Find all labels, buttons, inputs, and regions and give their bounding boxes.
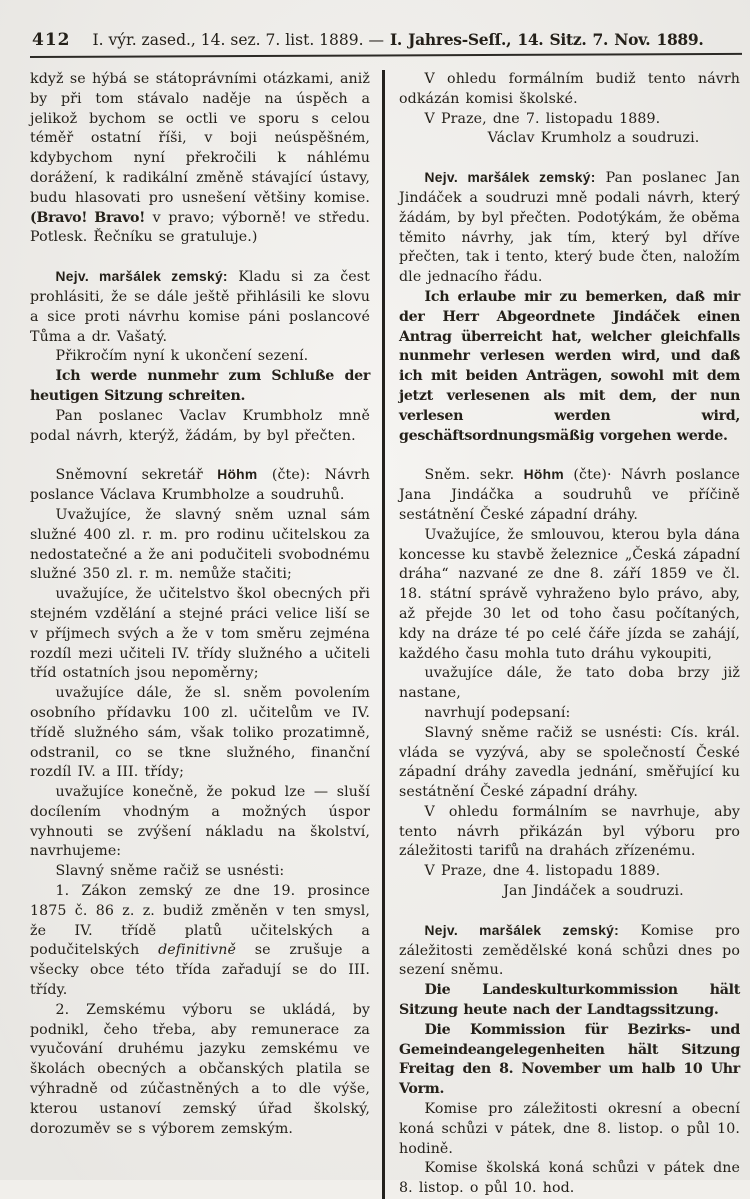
paragraph <box>30 70 370 248</box>
text-section <box>399 70 740 149</box>
fraktur-text: Die Kommission für Bezirks- und Gemeindeangelegenheiten hält Sitzung Freitag den 8. November um halb 10 Uhr Vorm. <box>399 1021 740 1098</box>
page-number: 412 <box>32 30 71 50</box>
body-text: Uvažujíce, že smlouvou, kterou byla dána koncesse ku stavbě železnice „Česká západní dráha“ nazvané ze dne 8. září 1859 ve čl. 18. státní správě vyhraženo bylo právo, aby, až přejde 30 let od toho času počítaných, kdy na dráze té po celé čáře jízda se zahájí, každého času mohla tuto dráhu vykoupiti, <box>399 526 740 662</box>
body-text: Uvažujíce, že slavný sněm uznal sám služné 400 zl. r. m. pro rodinu učitelskou za nedostatečné a že ani podučiteli svobodnému služné 350 zl. r. m. nemůže stačiti; <box>30 506 370 583</box>
paragraph <box>30 783 370 862</box>
paragraph <box>399 981 740 1021</box>
body-text: uvažujíce dále, že tato doba brzy již nastane, <box>399 665 740 702</box>
paragraph <box>30 585 370 684</box>
paragraph <box>30 465 370 506</box>
body-text: Komise školská koná schůzi v pátek dne 8. listop. o půl 10. hod. <box>399 1160 740 1197</box>
paragraph <box>399 862 740 882</box>
body-text: 2. Zemskému výboru se ukládá, by podnikl, čeho třeba, aby remunerace za vyučování druhému jazyku zemskému ve školách obecných a občanských platila se výhradně od zúčastněných a to dle výše, kterou ustanoví zemský úřad školský, dorozuměv se s výborem zemským. <box>30 1001 370 1137</box>
text-section <box>30 267 370 446</box>
body-text: Sněm. sekr. <box>424 467 524 484</box>
body-text: Kladu si za čest prohlásiti, že se dále ještě přihlásili ke slovu a sice proti návrhu komise páni poslancové Tůma a dr. Vašatý. <box>30 269 370 345</box>
text-section <box>30 70 370 248</box>
body-text: Komise pro záležitosti zemědělské koná schůzi dnes po sezení sněmu. <box>399 922 740 979</box>
paragraph <box>399 110 740 130</box>
paragraph <box>399 664 740 704</box>
fraktur-text: Ich werde nunmehr zum Schluße der heutigen Sitzung schreiten. <box>30 368 370 404</box>
text-section <box>399 168 740 446</box>
header-title-german: I. Jahres-Seſſ., 14. Sitz. 7. Nov. 1889. <box>389 30 704 49</box>
paragraph <box>30 407 370 447</box>
body-text: Sněmovní sekretář <box>55 467 218 484</box>
speaker-name: Höhm <box>523 467 564 483</box>
emphasized-text: definitivně <box>158 942 236 959</box>
body-text: Jan Jindáček a soudruzi. <box>503 883 684 900</box>
body-text: V ohledu formálním budiž tento návrh odkázán komisi školské. <box>399 71 740 107</box>
body-text: uvažujíce dále, že sl. sněm povolením osobního přídavku 100 zl. učitelům ve IV. třídě služného sám, však toliko prozatimně, odstranil, co se tkne služného, finanční rozdíl IV. a III. třídy; <box>30 685 370 781</box>
paragraph <box>399 921 740 981</box>
body-text: navrhují podepsaní: <box>424 704 571 721</box>
body-text: Pan poslanec Vaclav Krumbholz mně podal návrh, kterýž, žádám, by byl přečten. <box>30 407 370 444</box>
paragraph <box>399 1100 740 1159</box>
speaker-name: Nejv. maršálek zemský: <box>424 170 596 186</box>
fraktur-text: Ich erlaube mir zu bemerken, daß mir der Herr Abgeordnete Jindáček einen Antrag überreicht hat, welcher gleichfalls nunmehr verlesen werden wird, und daß ich mit beiden Anträgen, sowohl mit dem jetzt verlesenen als mit dem, der nun verlesen werden wird, geschäftsordnungsmäßig vorgehen werde. <box>399 288 740 444</box>
left-column <box>30 70 382 1199</box>
paragraph <box>399 724 740 803</box>
signature-line <box>399 129 740 149</box>
right-column <box>382 70 740 1199</box>
body-text: uvažujíce, že učitelstvo škol obecných při stejném vzdělání a stejné práci velice liší se v příjmech svých a že v tom směru zejména rozdíl mezi učiteli IV. třídy služného a učiteli tříd ostatních jsou nepoměrny; <box>30 586 370 682</box>
paragraph <box>399 704 740 724</box>
body-text: V Praze, dne 7. listopadu 1889. <box>424 110 661 127</box>
paragraph <box>399 465 740 525</box>
body-text: Přikročím nyní k ukončení sezení. <box>55 348 309 365</box>
text-section <box>399 465 740 902</box>
paragraph <box>30 367 370 407</box>
body-text: v pravo; výborně! ve středu. Potlesk. Řečníku se gratuluje.) <box>30 209 370 246</box>
paragraph <box>399 526 740 665</box>
body-text: 1. Zákon zemský ze dne 19. prosince 1875 č. 86 z. z. budiž změněn v ten smysl, že IV. třídě platů učitelských a podučitelských <box>30 883 370 959</box>
paragraph <box>30 1001 370 1140</box>
header-title-czech: I. výr. zased., 14. sez. 7. list. 1889. — <box>92 31 384 49</box>
body-text: (čte): Návrh poslance Václava Krumbholze a soudruhů. <box>30 467 370 504</box>
body-text: Václav Krumholz a soudruzi. <box>487 130 700 147</box>
paragraph <box>399 803 740 862</box>
paragraph <box>399 288 740 446</box>
paragraph <box>30 347 370 367</box>
fraktur-text: (Bravo! Bravo! <box>30 209 146 226</box>
speaker-name: Nejv. maršálek zemský: <box>424 922 620 938</box>
text-columns <box>0 58 750 1199</box>
text-section <box>399 921 740 1199</box>
paragraph <box>30 862 370 882</box>
paragraph <box>399 1159 740 1199</box>
body-text: V Praze, dne 4. listopadu 1889. <box>424 863 661 880</box>
fraktur-text: Die Landeskulturkommission hält Sitzung heute nach der Landtagssitzung. <box>399 982 740 1019</box>
paragraph <box>399 1021 740 1100</box>
body-text: (čte)· Návrh poslance Jana Jindáčka a soudruhů ve příčině sestátnění České západní dráhy. <box>399 467 740 523</box>
paragraph <box>30 684 370 783</box>
paragraph <box>399 70 740 110</box>
body-text: Slavný sněme račiž se usnésti: <box>55 863 285 880</box>
page-header <box>0 0 750 54</box>
speaker-name: Höhm <box>217 467 258 483</box>
paragraph <box>30 506 370 585</box>
body-text: se zrušuje a všecky obce této třída zařadují se do III. třídy. <box>30 942 370 999</box>
body-text: Slavný sněme račiž se usnésti: Cís. král. vláda se vyzývá, aby se společností České západní dráhy zavedla jednání, směřující ku sestátnění České západní dráhy. <box>399 724 740 801</box>
body-text: Pan poslanec Jan Jindáček a soudruzi mně podali návrh, který žádám, by byl přečten. Podotýkám, že oběma těmito návrhy, jak tím, který byl dříve přečten, tak i tento, který bude čten, naložím dle jednacího řádu. <box>399 170 740 286</box>
paragraph <box>30 267 370 347</box>
signature-line <box>399 882 740 902</box>
paragraph <box>30 882 370 1001</box>
body-text: uvažujíce konečně, že pokud lze — sluší docílením vhodným a možných úspor vyhnouti se zvýšení nákladu na školství, navrhujeme: <box>30 784 370 860</box>
body-text: Komise pro záležitosti okresní a obecní koná schůzi v pátek, dne 8. listop. o půl 10. hodině. <box>399 1101 740 1157</box>
body-text: V ohledu formálním se navrhuje, aby tento návrh přikázán byl výboru pro záležitosti tarifů na drahách zřízenému. <box>399 803 740 860</box>
speaker-name: Nejv. maršálek zemský: <box>55 269 228 285</box>
paragraph <box>399 168 740 288</box>
text-section <box>30 465 370 1139</box>
body-text: když se hýbá se státoprávními otázkami, aniž by při tom stávalo naděje na úspěch a jelikož bychom se octli ve sporu s celou téměř ostatní říši, v boji neúspěšném, kdybychom nyní překročili k náhlému dorážení, k radikální změně stávající ústavy, budu hlasovati pro usnešení většiny komise. <box>30 71 370 206</box>
